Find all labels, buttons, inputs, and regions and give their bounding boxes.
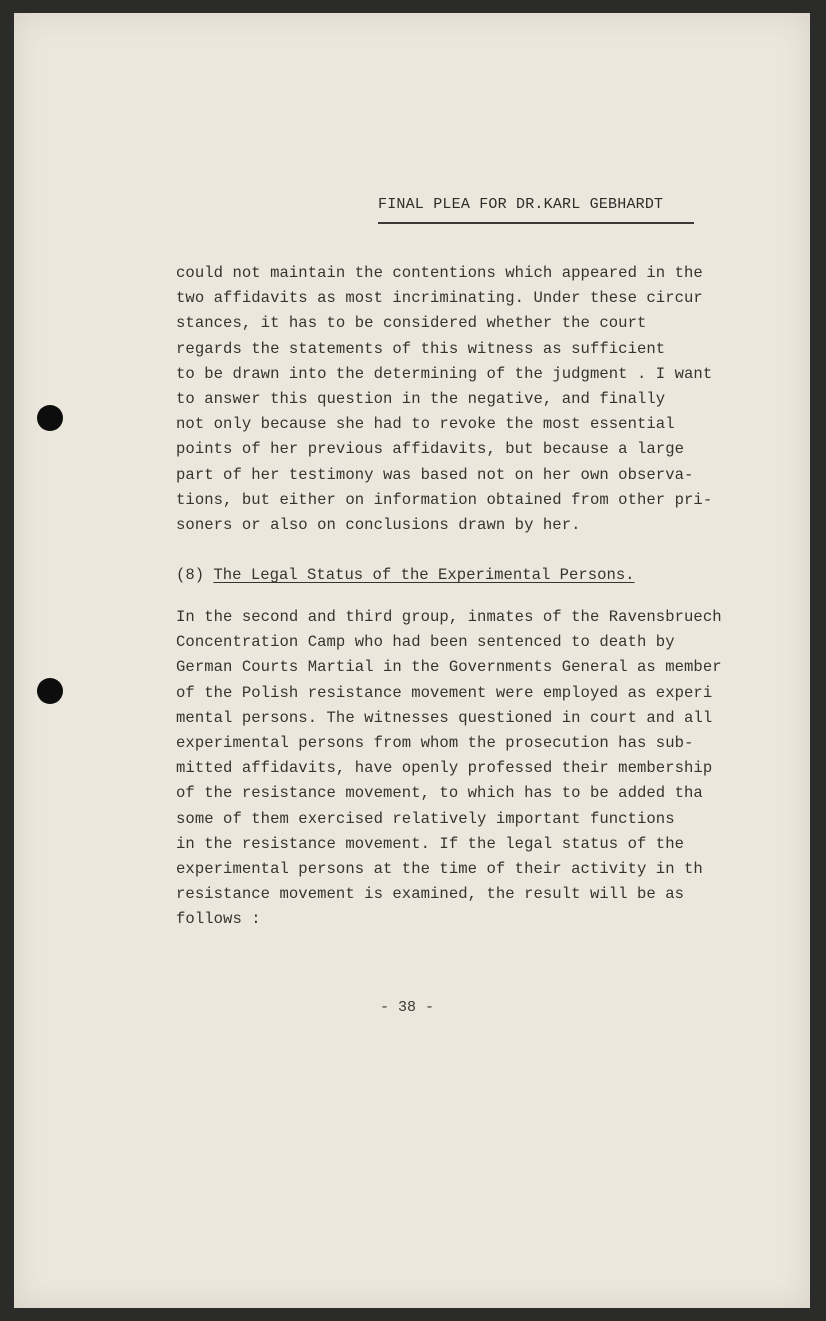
paragraph2-line: In the second and third group, inmates of the Ravensbruech xyxy=(176,608,722,626)
page-number: - 38 - xyxy=(380,999,435,1016)
paragraph2-line: in the resistance movement. If the legal status of the xyxy=(176,834,685,853)
paragraph1-line: points of her previous affidavits, but because a large xyxy=(176,440,685,459)
paragraph2-line: German Courts Martial in the Governments General as member xyxy=(176,658,722,677)
paragraph2-line: mitted affidavits, have openly professed their membership xyxy=(176,759,713,778)
paragraph1-line: not only because she had to revoke the most essential xyxy=(176,415,675,434)
paragraph1-line: part of her testimony was based not on her own observa- xyxy=(176,465,694,484)
paragraph-witness-assessment xyxy=(176,261,712,538)
paragraph1-line: stances, it has to be considered whether the court xyxy=(176,314,647,333)
section-heading xyxy=(176,563,635,588)
punch-hole-lower xyxy=(37,678,63,704)
paragraph-legal-status xyxy=(176,605,722,932)
paragraph1-line: regards the statements of this witness as sufficient xyxy=(176,339,666,358)
section-number: (8) xyxy=(176,566,205,584)
paragraph1-line: could not maintain the contentions which appeared in the xyxy=(176,264,703,282)
paragraph1-line: to answer this question in the negative, and finally xyxy=(176,389,666,408)
punch-hole-upper xyxy=(37,405,63,431)
paragraph1-line: soners or also on conclusions drawn by her. xyxy=(176,515,581,534)
paragraph1-line: two affidavits as most incriminating. Under these circur xyxy=(176,289,703,308)
paragraph1-line: tions, but either on information obtained from other pri- xyxy=(176,490,713,509)
header-underline xyxy=(378,222,694,224)
paragraph2-line: some of them exercised relatively important functions xyxy=(176,809,675,828)
paragraph2-line: of the Polish resistance movement were employed as experi xyxy=(176,683,713,702)
section-title: The Legal Status of the Experimental Persons. xyxy=(213,566,635,584)
paragraph2-line: experimental persons from whom the prosecution has sub- xyxy=(176,733,694,752)
paragraph2-line: experimental persons at the time of their activity in th xyxy=(176,859,703,878)
paragraph2-line: follows : xyxy=(176,910,261,929)
paragraph2-line: mental persons. The witnesses questioned in court and all xyxy=(176,708,713,727)
paragraph2-line: Concentration Camp who had been sentenced to death by xyxy=(176,633,675,652)
paragraph2-line: resistance movement is examined, the result will be as xyxy=(176,885,685,904)
page-header-title: FINAL PLEA FOR DR.KARL GEBHARDT xyxy=(378,196,664,213)
paragraph2-line: of the resistance movement, to which has to be added tha xyxy=(176,784,703,803)
paragraph1-line: to be drawn into the determining of the judgment . I want xyxy=(176,364,713,383)
